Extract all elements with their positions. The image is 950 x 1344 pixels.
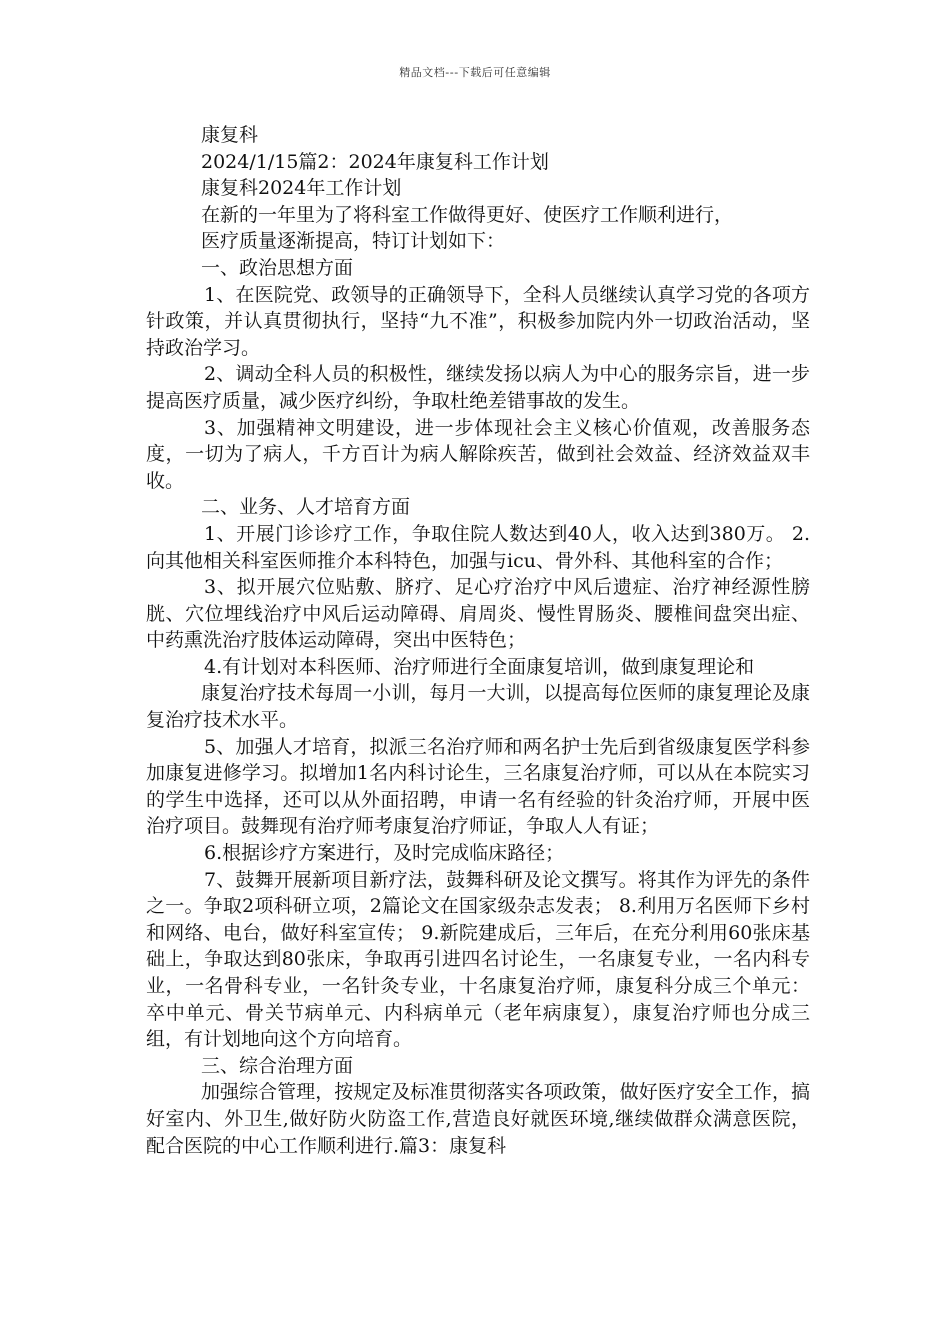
paragraph: 医疗质量逐渐提高，特订计划如下： bbox=[201, 230, 506, 253]
paragraph: 5、加强人才培育，拟派三名治疗师和两名护士先后到省级康复医学科参加康复进修学习。拟增加1名内科讨论生，三名康复治疗师，可以从在本院实习的学生中选择，还可以从外面招聘，申请一名有经验的针灸治疗师，开展中医治疗项目。鼓舞现有治疗师考康复治疗师证，争取人人有证； bbox=[146, 735, 810, 838]
paragraph: 3、加强精神文明建设，进一步体现社会主义核心价值观，改善服务态度，一切为了病人，千方百计为病人解除疾苦，做到社会效益、经济效益双丰收。 bbox=[146, 416, 810, 492]
document-body bbox=[146, 122, 810, 1159]
paragraph: 1、在医院党、政领导的正确领导下，全科人员继续认真学习党的各项方针政策，并认真贯彻执行，坚持“九不准”，积极参加院内外一切政治活动，坚持政治学习。 bbox=[146, 283, 810, 359]
doc-title: 康复科2024年工作计划 bbox=[201, 177, 402, 200]
paragraph: 2、调动全科人员的积极性，继续发扬以病人为中心的服务宗旨，进一步提高医疗质量，减少医疗纠纷，争取杜绝差错事故的发生。 bbox=[146, 363, 810, 412]
section-heading: 一、政治思想方面 bbox=[201, 256, 354, 279]
paragraph: 康复治疗技术每周一小训，每月一大训，以提高每位医师的康复理论及康复治疗技术水平。 bbox=[146, 682, 810, 732]
paragraph: 1、开展门诊诊疗工作，争取住院人数达到40人，收入达到380万。 2.向其他相关科室医师推介本科特色，加强与icu、骨外科、其他科室的合作； bbox=[146, 522, 810, 572]
section-heading: 三、综合治理方面 bbox=[201, 1054, 354, 1077]
doc-heading: 康复科 bbox=[201, 124, 259, 146]
paragraph: 在新的一年里为了将科室工作做得更好、使医疗工作顺利进行， bbox=[201, 203, 734, 226]
paragraph: 6.根据诊疗方案进行，及时完成临床路径； bbox=[204, 842, 565, 865]
paragraph: 3、拟开展穴位贴敷、脐疗、足心疗治疗中风后遗症、治疗神经源性膀胱、穴位埋线治疗中风后运动障碍、肩周炎、慢性胃肠炎、腰椎间盘突出症、中药熏洗治疗肢体运动障碍，突出中医特色； bbox=[146, 576, 810, 652]
page-header: 精品文档---下载后可任意编辑 bbox=[399, 66, 551, 79]
doc-date-line: 2024/1/15篇2：2024年康复科工作计划 bbox=[201, 150, 549, 173]
paragraph: 加强综合管理，按规定及标准贯彻落实各项政策，做好医疗安全工作，搞好室内、外卫生,做好防火防盗工作,营造良好就医环境,继续做群众满意医院，配合医院的中心工作顺利进行.篇3：康复科 bbox=[146, 1081, 810, 1157]
paragraph: 7、鼓舞开展新项目新疗法，鼓舞科研及论文撰写。将其作为评先的条件之一。争取2项科研立项，2篇论文在国家级杂志发表； 8.利用万名医师下乡村和网络、电台，做好科室宣传； 9.新院建成后，三年后，在充分利用60张床基础上，争取达到80张床，争取再引进四名讨论生，一名康复专业，一名内科专业，一名骨科专业，一名针灸专业，十名康复治疗师，康复科分成三个单元：卒中单元、骨关节病单元、内科病单元（老年病康复），康复治疗师也分成三组，有计划地向这个方向培育。 bbox=[146, 868, 810, 1051]
paragraph: 4.有计划对本科医师、治疗师进行全面康复培训，做到康复理论和 bbox=[204, 655, 755, 678]
section-heading: 二、业务、人才培育方面 bbox=[201, 496, 411, 519]
